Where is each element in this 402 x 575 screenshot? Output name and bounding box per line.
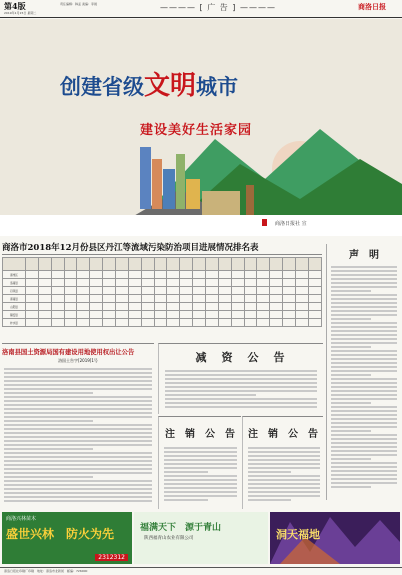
text-line — [331, 334, 397, 336]
ad-forestry — [2, 512, 132, 564]
text-line — [165, 406, 317, 408]
text-line — [4, 492, 152, 494]
text-line — [331, 402, 371, 404]
ad1-phone: 2312312 — [95, 554, 128, 561]
text-line — [331, 358, 397, 360]
text-line — [331, 486, 371, 488]
text-line — [331, 390, 397, 392]
text-line — [331, 318, 371, 320]
text-line — [248, 483, 320, 485]
statement-title: 声 明 — [349, 250, 379, 261]
text-line — [4, 388, 152, 390]
text-line — [248, 467, 320, 469]
ad3-main: 洞天福地 — [276, 528, 320, 541]
text-line — [331, 314, 397, 316]
text-line — [331, 354, 397, 356]
text-line — [165, 382, 317, 384]
text-line — [331, 274, 397, 276]
text-line — [331, 442, 397, 444]
design-label: 美编：李晨 — [81, 2, 97, 6]
text-line — [331, 446, 397, 448]
text-line — [4, 472, 152, 474]
rank-row — [3, 303, 322, 311]
cancel-notice-2-title: 注 销 公 告 — [248, 429, 318, 440]
text-line — [331, 362, 397, 364]
header-mid-text — [60, 2, 150, 6]
ranking-rule — [2, 254, 322, 255]
text-line — [331, 282, 397, 284]
text-line — [248, 463, 320, 465]
text-line — [248, 499, 291, 501]
text-line — [165, 374, 317, 376]
text-line — [331, 374, 371, 376]
rank-row-county: 商州区 — [3, 271, 26, 279]
text-line — [331, 278, 397, 280]
text-line — [331, 398, 397, 400]
text-line — [164, 475, 237, 477]
text-line — [331, 438, 397, 440]
text-line — [331, 430, 371, 432]
rank-row-county: 商南县 — [3, 295, 26, 303]
text-line — [4, 444, 152, 446]
text-line — [4, 468, 152, 470]
text-line — [331, 394, 397, 396]
text-line — [164, 487, 237, 489]
civilization-banner — [0, 19, 402, 236]
text-line — [331, 406, 397, 408]
text-line — [331, 422, 397, 424]
text-line — [164, 467, 237, 469]
cancel-notice-1-title: 注 销 公 告 — [165, 429, 235, 440]
text-line — [164, 447, 237, 449]
ad1-top: 商洛兴林苗木 — [6, 516, 37, 522]
land-notice-body — [4, 366, 152, 506]
footer-text: 商洛日报社印刷厂印刷 地址：商洛市北新街 邮编：726000 — [4, 569, 88, 573]
ad2-main: 福满天下 源于青山 — [140, 523, 222, 533]
text-line — [331, 346, 371, 348]
text-line — [331, 458, 371, 460]
text-line — [331, 342, 397, 344]
text-line — [331, 298, 397, 300]
text-line — [331, 418, 397, 420]
text-line — [248, 451, 320, 453]
text-line — [165, 378, 317, 380]
text-line — [248, 475, 320, 477]
text-line — [331, 326, 397, 328]
text-line — [331, 414, 397, 416]
land-notice-number: 洛国土告字[2019]1号 — [58, 358, 98, 363]
text-line — [331, 306, 397, 308]
text-line — [4, 440, 152, 442]
rank-row-county: 柞水县 — [3, 319, 26, 327]
land-notice — [2, 343, 154, 509]
ad-qingshan — [134, 512, 268, 564]
text-line — [331, 478, 397, 480]
banner-title-highlight: 文明 — [144, 71, 197, 101]
text-line — [248, 459, 320, 461]
text-line — [248, 487, 320, 489]
rank-row-county: 洛南县 — [3, 279, 26, 287]
header — [0, 0, 402, 18]
text-line — [248, 479, 320, 481]
land-notice-title: 洛南县国土资源局国有建设用地使用权出让公告 — [2, 349, 135, 356]
ranking-title: 商洛市2018年12月份县区丹江等流域污染防治项目进展情况排名表 — [2, 243, 259, 253]
text-line — [164, 495, 237, 497]
text-line — [4, 484, 152, 486]
text-line — [4, 404, 152, 406]
ranking-table — [2, 257, 322, 327]
text-line — [331, 426, 397, 428]
text-line — [4, 488, 152, 490]
statement-body — [331, 264, 397, 494]
text-line — [4, 384, 152, 386]
text-line — [331, 290, 371, 292]
text-line — [331, 434, 397, 436]
banner-publisher: 商洛日报社 宣 — [275, 221, 307, 227]
text-line — [331, 450, 397, 452]
text-line — [331, 322, 397, 324]
text-line — [165, 402, 317, 404]
ad2-sub: 陕西福青山农业有限公司 — [144, 536, 194, 541]
text-line — [165, 398, 317, 400]
text-line — [331, 454, 397, 456]
text-line — [4, 480, 152, 482]
text-line — [331, 466, 397, 468]
rank-row-county: 丹凤县 — [3, 287, 26, 295]
text-line — [4, 420, 93, 422]
rank-row-county: 镇安县 — [3, 311, 26, 319]
editor-label: 责任编辑：韩孟 — [60, 2, 82, 6]
rank-header-row — [3, 258, 322, 271]
rank-table — [2, 257, 322, 327]
cancel-notice-2 — [242, 416, 323, 509]
text-line — [4, 448, 93, 450]
text-line — [331, 338, 397, 340]
text-line — [165, 370, 317, 372]
text-line — [4, 408, 152, 410]
text-line — [248, 471, 291, 473]
rank-row — [3, 295, 322, 303]
text-line — [331, 482, 397, 484]
banner-title-left: 创建省级 — [60, 74, 144, 99]
cancel-notice-1-body — [164, 445, 237, 505]
text-line — [165, 394, 256, 396]
text-line — [4, 452, 152, 454]
text-line — [4, 456, 152, 458]
text-line — [4, 376, 152, 378]
rank-row — [3, 319, 322, 327]
text-line — [331, 410, 397, 412]
text-line — [164, 499, 208, 501]
text-line — [4, 428, 152, 430]
text-line — [164, 463, 237, 465]
page-number: 第4版 — [4, 1, 26, 11]
footer-rule — [0, 567, 402, 568]
text-line — [4, 396, 152, 398]
rank-row — [3, 287, 322, 295]
text-line — [331, 350, 397, 352]
text-line — [331, 474, 397, 476]
text-line — [331, 386, 397, 388]
cancel-notice-2-body — [248, 445, 320, 505]
text-line — [4, 500, 152, 502]
text-line — [4, 464, 152, 466]
text-line — [164, 451, 237, 453]
rank-row-county: 山阳县 — [3, 303, 26, 311]
text-line — [331, 462, 397, 464]
text-line — [331, 310, 397, 312]
text-line — [4, 460, 152, 462]
text-line — [331, 378, 397, 380]
text-line — [4, 380, 152, 382]
statement-column — [326, 244, 401, 500]
text-line — [4, 412, 152, 414]
date-line: 2019年1月15日 星期二 — [4, 11, 37, 15]
text-line — [331, 382, 397, 384]
text-line — [164, 459, 237, 461]
text-line — [331, 366, 397, 368]
ad-section-label: ———— [ 广 告 ] ———— — [160, 3, 276, 12]
rank-row — [3, 311, 322, 319]
ranking-section — [2, 241, 322, 340]
banner-title-right: 城市 — [196, 74, 239, 99]
text-line — [331, 370, 397, 372]
text-line — [248, 447, 320, 449]
text-line — [165, 386, 317, 388]
text-line — [331, 302, 397, 304]
text-line — [248, 455, 320, 457]
text-line — [331, 266, 397, 268]
cancel-notice-1 — [158, 416, 241, 509]
text-line — [4, 476, 93, 478]
text-line — [4, 392, 93, 394]
rank-row — [3, 279, 322, 287]
banner-subtitle: 建设美好生活家园 — [140, 123, 253, 138]
text-line — [164, 491, 237, 493]
text-line — [164, 479, 237, 481]
text-line — [248, 495, 320, 497]
text-line — [331, 286, 397, 288]
rank-row — [3, 271, 322, 279]
text-line — [4, 496, 152, 498]
reduce-capital-body — [165, 368, 317, 412]
text-line — [165, 390, 317, 392]
text-line — [4, 400, 152, 402]
ad1-main: 盛世兴林 防火为先 — [6, 527, 115, 541]
text-line — [4, 368, 152, 370]
reduce-capital-notice — [158, 343, 323, 414]
text-line — [4, 372, 152, 374]
text-line — [164, 455, 237, 457]
paper-logo: 商洛日报 — [358, 2, 386, 11]
text-line — [4, 436, 152, 438]
text-line — [4, 432, 152, 434]
text-line — [331, 294, 397, 296]
text-line — [331, 270, 397, 272]
banner-title — [60, 65, 238, 102]
text-line — [4, 424, 152, 426]
text-line — [164, 483, 237, 485]
text-line — [248, 491, 320, 493]
header-rule — [0, 17, 402, 18]
ad-cave — [270, 512, 400, 564]
text-line — [4, 416, 152, 418]
reduce-capital-title: 减 资 公 告 — [195, 351, 287, 364]
text-line — [164, 471, 208, 473]
text-line — [331, 330, 397, 332]
text-line — [331, 470, 397, 472]
